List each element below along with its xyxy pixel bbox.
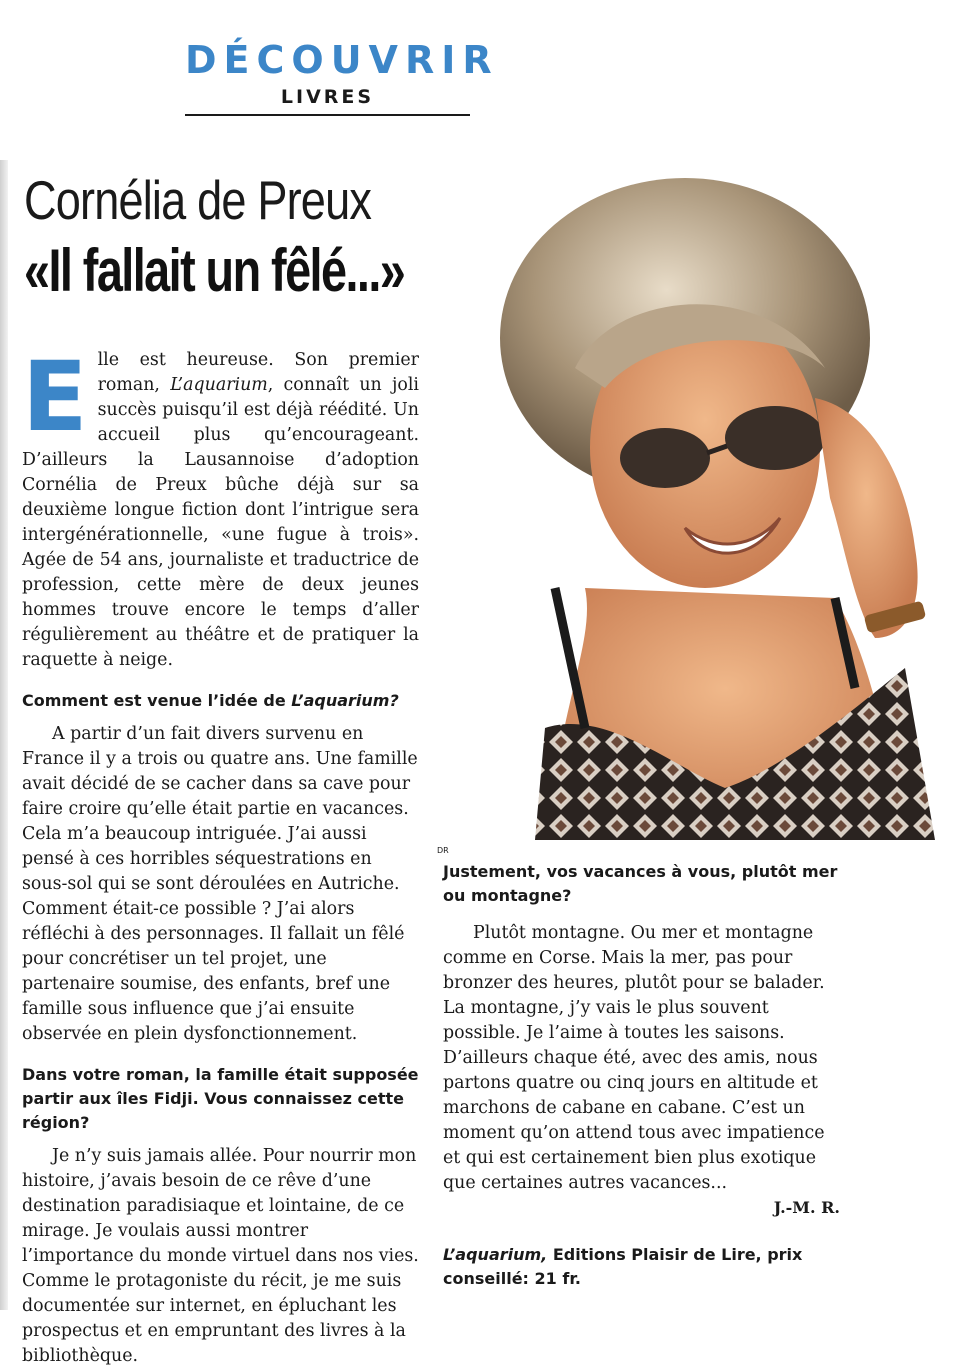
question-2: Dans votre roman, la famille était supposée partir aux îles Fidji. Vous connaissez cette région? <box>22 1065 419 1132</box>
section-subtitle: LIVRES <box>280 86 375 108</box>
answer-2: Je n’y suis jamais allée. Pour nourrir mon histoire, j’avais besoin de ce rêve d’une destination paradisiaque et lointaine, de ce mirage. Je voulais aussi montrer l’importance du monde virtuel dans nos vies. Comme le protagoniste du récit, je me suis documentée sur internet, en épluchant les prospectus et en empruntant des livres à la bibliothèque. <box>22 1146 419 1366</box>
book-info-title: L’aquarium, <box>443 1245 548 1264</box>
question-3: Justement, vos vacances à vous, plutôt mer ou montagne? <box>443 862 838 905</box>
section-underline <box>185 114 470 116</box>
left-margin-rule <box>0 160 8 1310</box>
photo-credit: DR <box>437 846 449 855</box>
book-info <box>443 1243 840 1291</box>
headline-author-name: Cornélia de Preux <box>24 169 372 231</box>
question-1-book-title: L’aquarium? <box>291 691 399 710</box>
article-left-column <box>22 341 419 1369</box>
intro-text-2: , connaît un joli succès puisqu’il est déjà réédité. Un accueil plus qu’encourageant. D’ailleurs la Lausannoise d’adoption Cornélia de Preux bûche déjà sur sa deuxième longue fiction dont l’intrigue sera intergénérationnelle, «une fugue à trois». Agée de 54 ans, journaliste et traductrice de profession, cette mère de deux jeunes hommes trouve encore le temps d’aller régulièrement au théâtre et de pratiquer la raquette à neige. <box>22 375 419 670</box>
section-header <box>185 38 499 116</box>
answer-3: Plutôt montagne. Ou mer et montagne comme en Corse. Mais la mer, pas pour bronzer des heures, plutôt pour se balader. La montagne, j’y vais le plus souvent possible. Je l’aime à toutes les saisons. D’ailleurs chaque été, avec des amis, nous partons quatre ou cinq jours en altitude et marchons de cabane en cabane. C’est un moment qu’on attend tous avec impatience et qui est certainement bien plus exotique que certaines autres vacances... <box>443 923 825 1193</box>
intro-text-1: lle est heureuse. Son premier roman, <box>97 350 419 395</box>
section-title: DÉCOUVRIR <box>185 38 499 82</box>
question-1 <box>22 689 419 713</box>
author-signature: J.-M. R. <box>773 1198 840 1217</box>
author-photo <box>435 168 953 840</box>
headline-quote: «Il fallait un fêlé...» <box>24 237 405 304</box>
book-info-details: Editions Plaisir de Lire, prix conseillé: 21 fr. <box>443 1245 803 1288</box>
drop-cap: E <box>22 341 88 453</box>
question-1-text: Comment est venue l’idée de <box>22 691 292 710</box>
intro-paragraph <box>22 341 419 673</box>
answer-1: A partir d’un fait divers survenu en France il y a trois ou quatre ans. Une famille avait décidé de se cacher dans sa cave pour faire croire qu’elle était partie en vacances. Cela m’a beaucoup intriguée. J’ai aussi pensé à ces horribles séquestrations en sous-sol qui se sont déroulées en Autriche. Comment était-ce possible ? J’ai alors réfléchi à des personnages. Il fallait un fêlé pour concrétiser un tel projet, une partenaire soumise, des enfants, bref une famille sous influence que j’ai ensuite observée en plein dysfonctionnement. <box>22 724 418 1044</box>
article-right-column <box>443 860 840 1291</box>
intro-book-title: L’aquarium <box>170 375 268 395</box>
author-portrait-image <box>435 168 953 840</box>
